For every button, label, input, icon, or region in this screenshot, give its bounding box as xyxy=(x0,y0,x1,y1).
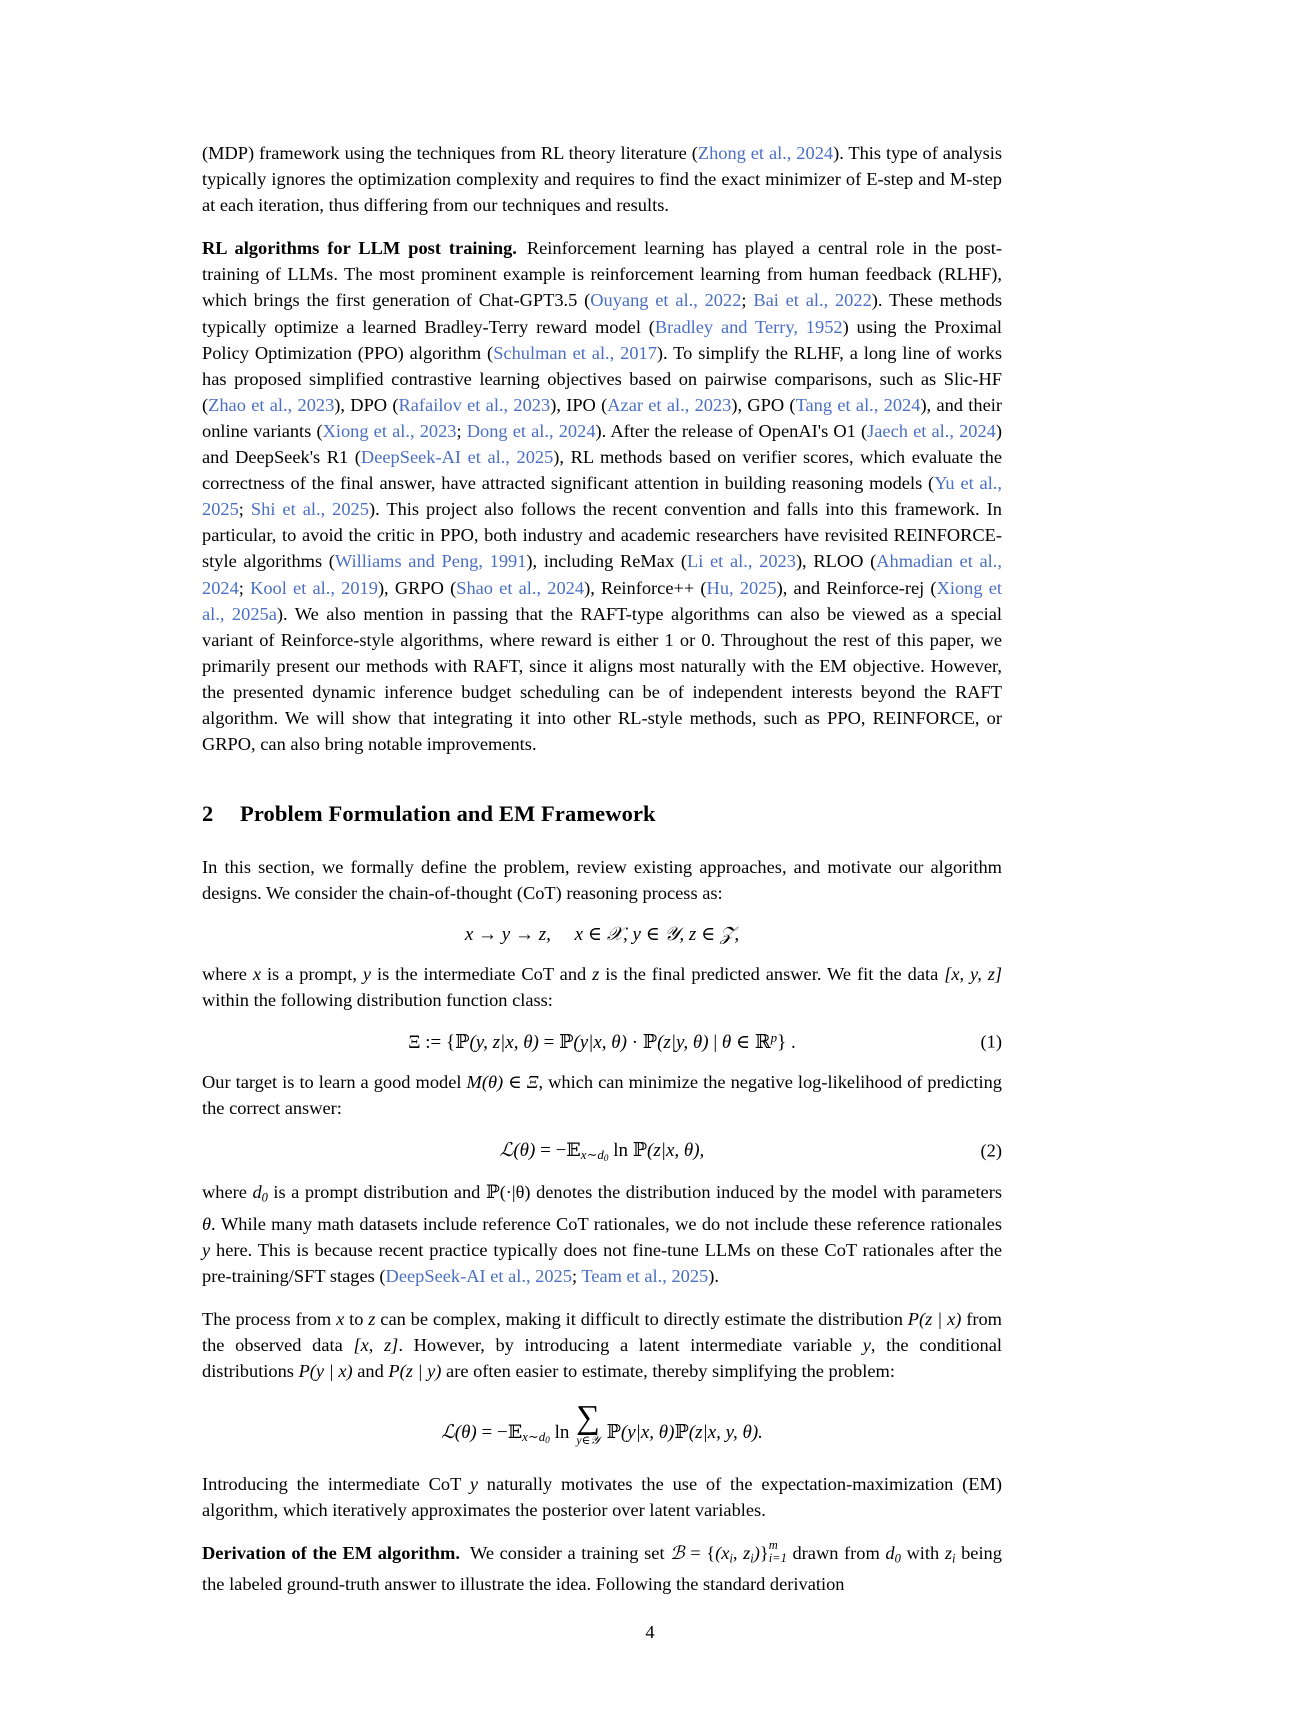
citation-link[interactable]: Yu et al., 2025 xyxy=(202,473,1003,520)
text-segment: is the intermediate CoT and xyxy=(371,964,593,985)
inline-math-base: d xyxy=(252,1182,262,1202)
text-segment: are often easier to estimate, thereby simplifying the problem: xyxy=(441,1361,895,1382)
paragraph-em-motivation xyxy=(202,1471,1002,1523)
equation-cot-chain-body: x → y → z, x ∈ 𝒳, y ∈ 𝒴, z ∈ 𝒵, xyxy=(464,923,740,946)
text-segment: ). xyxy=(708,1265,719,1286)
inline-math: P(z | y) xyxy=(388,1361,442,1382)
paragraph-prompt-def xyxy=(202,961,1002,1013)
text-segment: , the conditional distributions xyxy=(202,1334,1002,1382)
text-segment: (MDP) framework using the techniques from RL theory literature ( xyxy=(202,143,698,163)
paragraph-runin-heading: Derivation of the EM algorithm. xyxy=(202,1542,460,1563)
text-segment: ), DPO ( xyxy=(334,394,399,415)
section-number: 2 xyxy=(202,801,214,827)
section-heading xyxy=(202,800,1002,827)
text-segment: , which can minimize the negative log-likelihood of predicting the correct answer: xyxy=(202,1072,1002,1119)
paragraph-section-intro: In this section, we formally define the problem, review existing approaches, and motivate our algorithm designs. We consider the chain-of-thought (CoT) reasoning process as: xyxy=(202,857,1002,904)
inline-math-base: z xyxy=(944,1542,952,1563)
citation-link[interactable]: Rafailov et al., 2023 xyxy=(398,394,551,415)
inline-math-subscript: i xyxy=(951,1551,956,1566)
citation-link[interactable]: Li et al., 2023 xyxy=(686,551,796,572)
text-segment: is a prompt, xyxy=(261,964,363,985)
citation-link[interactable]: Kool et al., 2019 xyxy=(250,577,378,598)
citation-link[interactable]: Williams and Peng, 1991 xyxy=(334,551,527,572)
text-segment: ), and their online variants ( xyxy=(202,394,1002,441)
citation-link[interactable]: Hu, 2025 xyxy=(706,577,777,598)
text-segment: ), Reinforce++ ( xyxy=(584,577,707,598)
text-segment: being the labeled ground-truth answer to illustrate the idea. Following the standard derivation xyxy=(202,1542,1002,1595)
text-segment: ), and Reinforce-rej ( xyxy=(776,577,937,598)
citation-link[interactable]: Tang et al., 2024 xyxy=(795,394,921,415)
inline-math: ℙ(·|θ) xyxy=(485,1182,531,1202)
inline-math: M(θ) ∈ Ξ xyxy=(466,1072,539,1093)
text-segment: drawn from xyxy=(786,1542,886,1563)
citation-link[interactable]: Ahmadian et al., 2024 xyxy=(202,551,1002,598)
text-segment: ). This type of analysis typically ignores the optimization complexity and requires to find the exact minimizer of E-step and M-step at each iteration, thus differing from our techniques and results. xyxy=(202,143,1002,216)
inline-math: x xyxy=(336,1308,345,1329)
text-segment: ). This project also follows the recent convention and falls into this framework. In particular, to avoid the critic in PPO, both industry and academic researchers have revisited REINFORCE-style algorithms ( xyxy=(202,499,1002,572)
citation-link[interactable]: Team et al., 2025 xyxy=(581,1265,709,1286)
inline-math-training-set: ℬ = {($x_i$, $z_i$)} m i=1 xyxy=(670,1543,787,1563)
inline-math: y xyxy=(362,964,372,985)
summation-symbol: ∑ y∈𝒴 xyxy=(576,1399,600,1447)
text-segment: ). We also mention in passing that the RAFT-type algorithms can also be viewed as a special variant of Reinforce-style algorithms, where reward is either 1 or 0. Throughout the rest of this paper, we primarily present our methods with RAFT, since it aligns most naturally with the EM objective. However, the presented dynamic inference budget scheduling can be of independent interests beyond the RAFT algorithm. We will show that integrating it into other RL-style methods, such as PPO, REINFORCE, or GRPO, can also bring notable improvements. xyxy=(202,603,1002,755)
text-segment: Introducing the intermediate CoT xyxy=(202,1473,470,1494)
text-segment: ; xyxy=(741,290,754,311)
text-segment: is the final predicted answer. We fit the data xyxy=(599,964,945,985)
inline-math: P(z | x) xyxy=(907,1308,962,1329)
paragraph-runin-heading: RL algorithms for LLM post training. xyxy=(202,238,517,259)
inline-math: θ xyxy=(202,1213,212,1234)
citation-link[interactable]: Jaech et al., 2024 xyxy=(867,420,996,441)
text-segment: ), including ReMax ( xyxy=(526,551,687,572)
citation-link[interactable]: Dong et al., 2024 xyxy=(466,420,596,441)
equation-2-body: ℒ(θ) = −𝔼$_{x\sim d0}$ ln ℙ(z|x, θ), xyxy=(499,1138,705,1164)
equation-3-body: ℒ(θ) = −𝔼$_{x\sim d0}$ ln ∑ y∈𝒴 ℙ(y|x, θ)ℙ(z|x, y, θ). xyxy=(441,1399,763,1447)
section-title: Problem Formulation and EM Framework xyxy=(240,801,656,827)
citation-link[interactable]: Bai et al., 2022 xyxy=(753,290,872,311)
citation-link[interactable]: Zhao et al., 2023 xyxy=(208,394,335,415)
text-segment: We consider a training set xyxy=(469,1542,671,1563)
inline-math: y xyxy=(469,1473,478,1494)
text-segment: ) and DeepSeek's R1 ( xyxy=(202,420,1002,468)
paragraph-rl-algorithms xyxy=(202,235,1002,757)
text-segment: ; xyxy=(456,420,467,441)
equation-1 xyxy=(202,1031,1002,1055)
text-segment: ), RLOO ( xyxy=(795,551,877,572)
text-segment: and xyxy=(352,1361,389,1382)
paragraph-target-model xyxy=(202,1069,1002,1121)
text-segment: ), GRPO ( xyxy=(377,577,457,598)
citation-link[interactable]: Azar et al., 2023 xyxy=(607,394,732,415)
paragraph-mdp-framework xyxy=(202,140,1002,218)
citation-link[interactable]: Xiong et al., 2025a xyxy=(202,577,1002,624)
text-segment: to xyxy=(344,1308,369,1329)
text-segment: ; xyxy=(571,1265,582,1286)
inline-math-subscript: 0 xyxy=(261,1190,268,1205)
citation-link[interactable]: Ouyang et al., 2022 xyxy=(590,290,742,311)
equation-3 xyxy=(202,1399,1002,1447)
equation-1-tag: (1) xyxy=(980,1031,1002,1052)
citation-link[interactable]: Bradley and Terry, 1952 xyxy=(654,316,843,337)
text-segment: is a prompt distribution and xyxy=(267,1182,486,1202)
citation-link[interactable]: Shao et al., 2024 xyxy=(456,577,585,598)
equation-cot-chain xyxy=(202,923,1002,946)
text-segment: ). These methods typically optimize a learned Bradley-Terry reward model ( xyxy=(202,290,1002,337)
text-segment: ). After the release of OpenAI's O1 ( xyxy=(595,420,868,441)
inline-math: [x, z] xyxy=(353,1334,399,1355)
page-number: 4 xyxy=(645,1622,655,1642)
text-segment: ). To simplify the RLHF, a long line of works has proposed simplified contrastive learning objectives based on pairwise comparisons, such as Slic-HF ( xyxy=(202,342,1002,415)
text-segment: naturally motivates the use of the expectation-maximization (EM) algorithm, which iteratively approximates the posterior over latent variables. xyxy=(202,1473,1002,1520)
text-segment: ; xyxy=(238,499,251,520)
inline-math: x xyxy=(252,964,262,985)
citation-link[interactable]: DeepSeek-AI et al., 2025 xyxy=(385,1265,572,1286)
text-segment: . However, by introducing a latent intermediate variable xyxy=(398,1334,863,1355)
text-segment: where xyxy=(202,1182,253,1202)
math-sub-i: i xyxy=(729,1551,733,1566)
text-segment: . While many math datasets include reference CoT rationales, we do not include these reference rationales xyxy=(211,1213,1002,1234)
math-sub-i: i xyxy=(750,1551,754,1566)
text-segment: can be complex, making it difficult to directly estimate the distribution xyxy=(375,1308,908,1329)
text-segment: Our target is to learn a good model xyxy=(202,1072,467,1093)
citation-link[interactable]: DeepSeek-AI et al., 2025 xyxy=(360,447,554,468)
text-segment: denotes the distribution induced by the model with parameters xyxy=(530,1182,1002,1202)
text-segment: ), IPO ( xyxy=(550,394,608,415)
paragraph-prompt-distribution xyxy=(202,1179,1002,1289)
citation-link[interactable]: Xiong et al., 2023 xyxy=(322,420,457,441)
inline-math xyxy=(885,1542,901,1566)
inline-math-subscript: 0 xyxy=(894,1551,901,1566)
text-segment: ), GPO ( xyxy=(731,394,796,415)
text-segment: ; xyxy=(238,577,251,598)
text-segment: Reinforcement learning has played a central role in the post-training of LLMs. The most prominent example is reinforcement learning from human feedback (RLHF), which brings the first generation of Chat-GPT3.5 ( xyxy=(202,238,1002,311)
equation-2-tag: (2) xyxy=(980,1140,1002,1161)
text-segment: The process from xyxy=(202,1308,337,1329)
text-segment: here. This is because recent practice typically does not fine-tune LLMs on these CoT rationales after the pre-training/SFT stages ( xyxy=(202,1239,1002,1286)
citation-link[interactable]: Shi et al., 2025 xyxy=(250,499,369,520)
inline-math: z xyxy=(592,964,600,985)
inline-math: y xyxy=(862,1334,871,1355)
inline-math: y xyxy=(202,1239,211,1260)
text-segment: within the following distribution function class: xyxy=(202,990,553,1011)
inline-math: z xyxy=(368,1308,376,1329)
text-segment: with xyxy=(900,1542,945,1563)
paragraph-latent-variable xyxy=(202,1306,1002,1384)
math-sup-m: m xyxy=(768,1537,778,1552)
paragraph-em-derivation xyxy=(202,1537,1002,1598)
text-segment: ) using the Proximal Policy Optimization (PPO) algorithm ( xyxy=(202,316,1002,363)
text-segment: from the observed data xyxy=(202,1308,1002,1355)
inline-math-base: d xyxy=(885,1542,895,1563)
inline-math: [x, y, z] xyxy=(944,964,1003,985)
citation-link[interactable]: Zhong et al., 2024 xyxy=(697,143,834,163)
citation-link[interactable]: Schulman et al., 2017 xyxy=(493,342,657,363)
text-segment: where xyxy=(202,964,253,985)
inline-math: P(y | x) xyxy=(298,1361,353,1382)
math-sub-i1: i=1 xyxy=(768,1551,787,1566)
inline-math xyxy=(944,1542,956,1566)
equation-1-body: Ξ := {ℙ(y, z|x, θ) = ℙ(y|x, θ) · ℙ(z|y, θ) | θ ∈ ℝ$^p$} . xyxy=(408,1030,796,1054)
inline-math xyxy=(252,1182,268,1205)
text-segment: ), RL methods based on verifier scores, which evaluate the correctness of the final answer, have attracted significant attention in building reasoning models ( xyxy=(202,447,1003,494)
page-content-column xyxy=(202,140,1002,1614)
equation-2 xyxy=(202,1139,1002,1164)
math-limits-stack xyxy=(768,1537,787,1568)
